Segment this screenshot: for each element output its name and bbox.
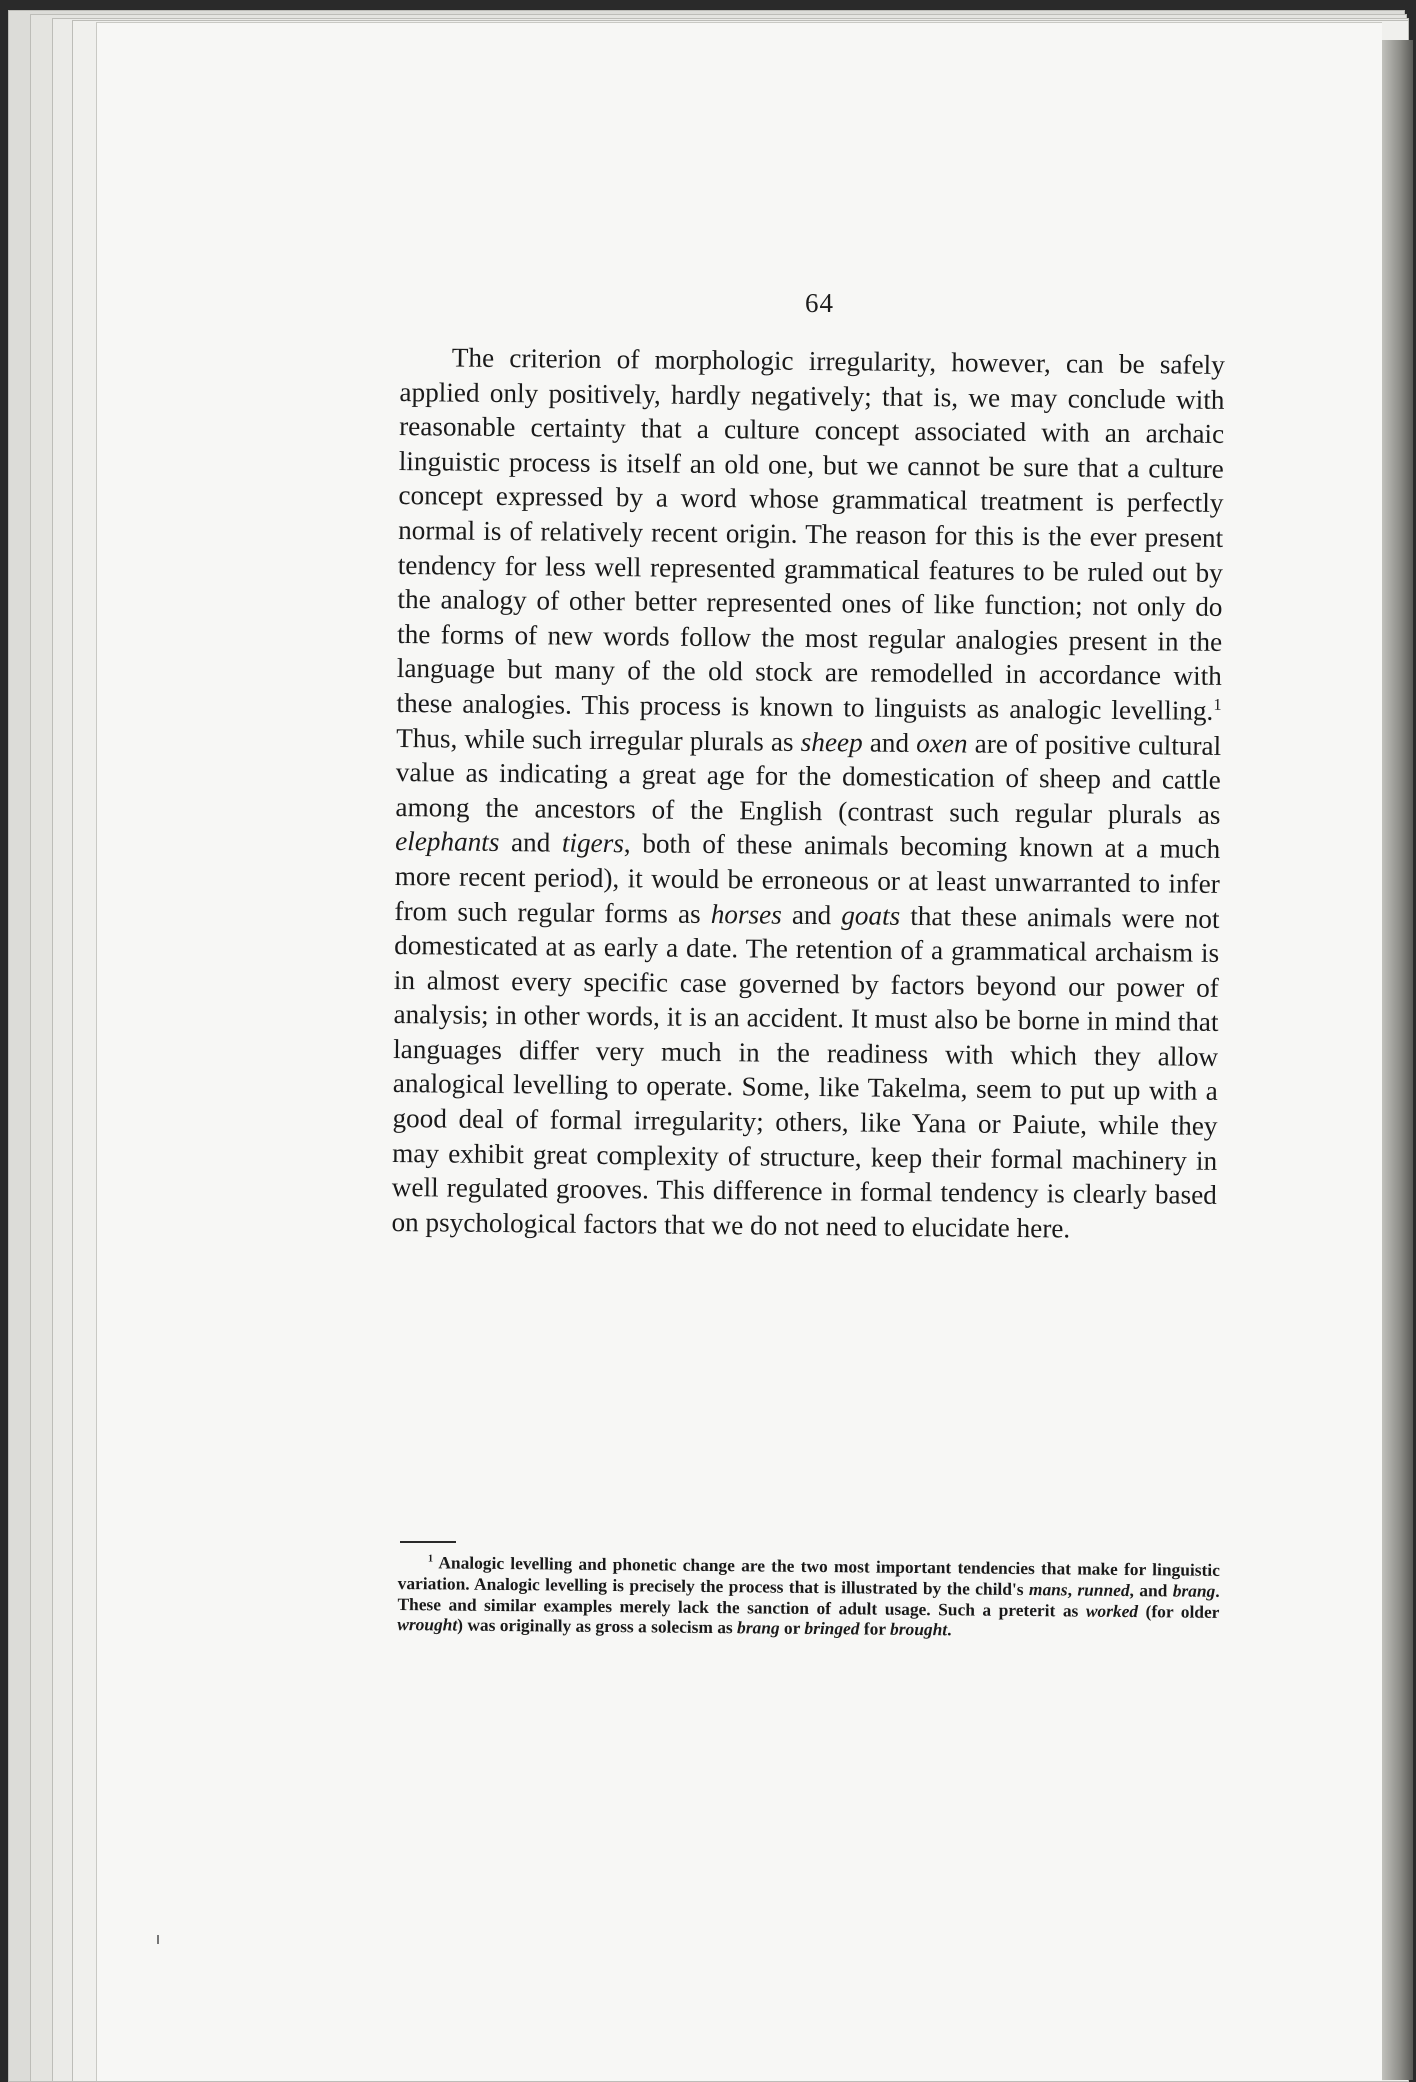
- footnote-marker: 1: [427, 1553, 434, 1565]
- text-run: (for older: [1137, 1600, 1220, 1622]
- text-run: The criterion of morphologic irregularity, however, can be safely applied only positively, hardly negatively; that is, we may conclude with reasonable certainty that a culture concept associated with an archaic linguistic process is itself an old one, but we cannot be sure that a culture concept expressed by a word whose grammatical treatment is perfectly normal is of relatively recent origin. The reason for this is the ever present tendency for less well represented grammatical features to be ruled out by the analogy of other better represented ones of like function; not only do the forms of new words follow the most regular analogies present in the language but many of the old stock are remodelled in accordance with these analogies. This process is known to linguists as analogic levelling.: [396, 342, 1225, 726]
- text-run: . These and similar examples merely lack the sanction of adult usage. Such a preterit as: [397, 1580, 1220, 1621]
- italic-word-runned: runned: [1077, 1579, 1130, 1600]
- page-number: 64: [805, 288, 834, 318]
- book-spine-shadow: [1381, 40, 1413, 2080]
- italic-word-brought: brought: [889, 1619, 948, 1640]
- italic-word-mans: mans: [1028, 1578, 1068, 1600]
- italic-word-brang: brang: [1172, 1580, 1216, 1601]
- italic-word-sheep: sheep: [800, 726, 863, 757]
- text-run: ) was originally as gross a solecism as: [457, 1614, 738, 1638]
- text-run: and: [862, 726, 917, 758]
- text-run: and: [499, 827, 563, 858]
- italic-word-elephants: elephants: [395, 826, 500, 858]
- italic-word-oxen: oxen: [916, 727, 968, 758]
- text-run: and: [781, 899, 842, 930]
- footnote-divider: [400, 1541, 456, 1543]
- italic-word-goats: goats: [841, 899, 901, 931]
- text-run: for: [859, 1618, 891, 1640]
- scan-speck: [157, 1935, 159, 1944]
- italic-word-horses: horses: [710, 898, 782, 930]
- italic-word-wrought: wrought: [397, 1614, 458, 1635]
- text-run: .: [947, 1619, 952, 1640]
- main-paragraph: [391, 340, 1225, 1247]
- text-run: ,: [1067, 1579, 1078, 1600]
- text-run: Analogic levelling and phonetic change are the two most important tendencies that make for linguistic variation. Analogic levelling is precisely the process that is illustrated by the child's: [397, 1552, 1220, 1599]
- text-run: are of positive cultural value as indicating a great age for the domestication of sheep and cattle among the ancestors of the English (contrast such regular plurals as: [395, 727, 1222, 830]
- footnote-reference: 1: [1213, 694, 1222, 714]
- text-run: that these animals were not domesticated at as early a date. The retention of a grammatical archaism is in almost every specific case governed by factors beyond our power of analysis; in other words, it is an accident. It must also be borne in mind that languages differ very much in the readiness with which they allow analogical levelling to operate. Some, like Takelma, seem to put up with a good deal of formal irregularity; others, like Yana or Paiute, while they may exhibit great complexity of structure, keep their formal machinery in well regulated grooves. This difference in formal tendency is clearly based on psychological factors that we do not need to elucidate here.: [391, 900, 1220, 1244]
- text-run: Thus, while such irregular plurals as: [396, 722, 801, 757]
- italic-word-tigers: tigers: [561, 827, 625, 859]
- italic-word-worked: worked: [1085, 1600, 1139, 1621]
- text-run: or: [779, 1618, 805, 1639]
- italic-word-brang: brang: [737, 1617, 780, 1639]
- italic-word-bringed: bringed: [804, 1618, 860, 1639]
- text-run: , and: [1129, 1579, 1173, 1601]
- text-run: , both of these animals becoming known at a much more recent period), it would be erroneous or at least unwarranted to infer from such regular forms as: [394, 828, 1221, 929]
- footnote: [397, 1552, 1220, 1643]
